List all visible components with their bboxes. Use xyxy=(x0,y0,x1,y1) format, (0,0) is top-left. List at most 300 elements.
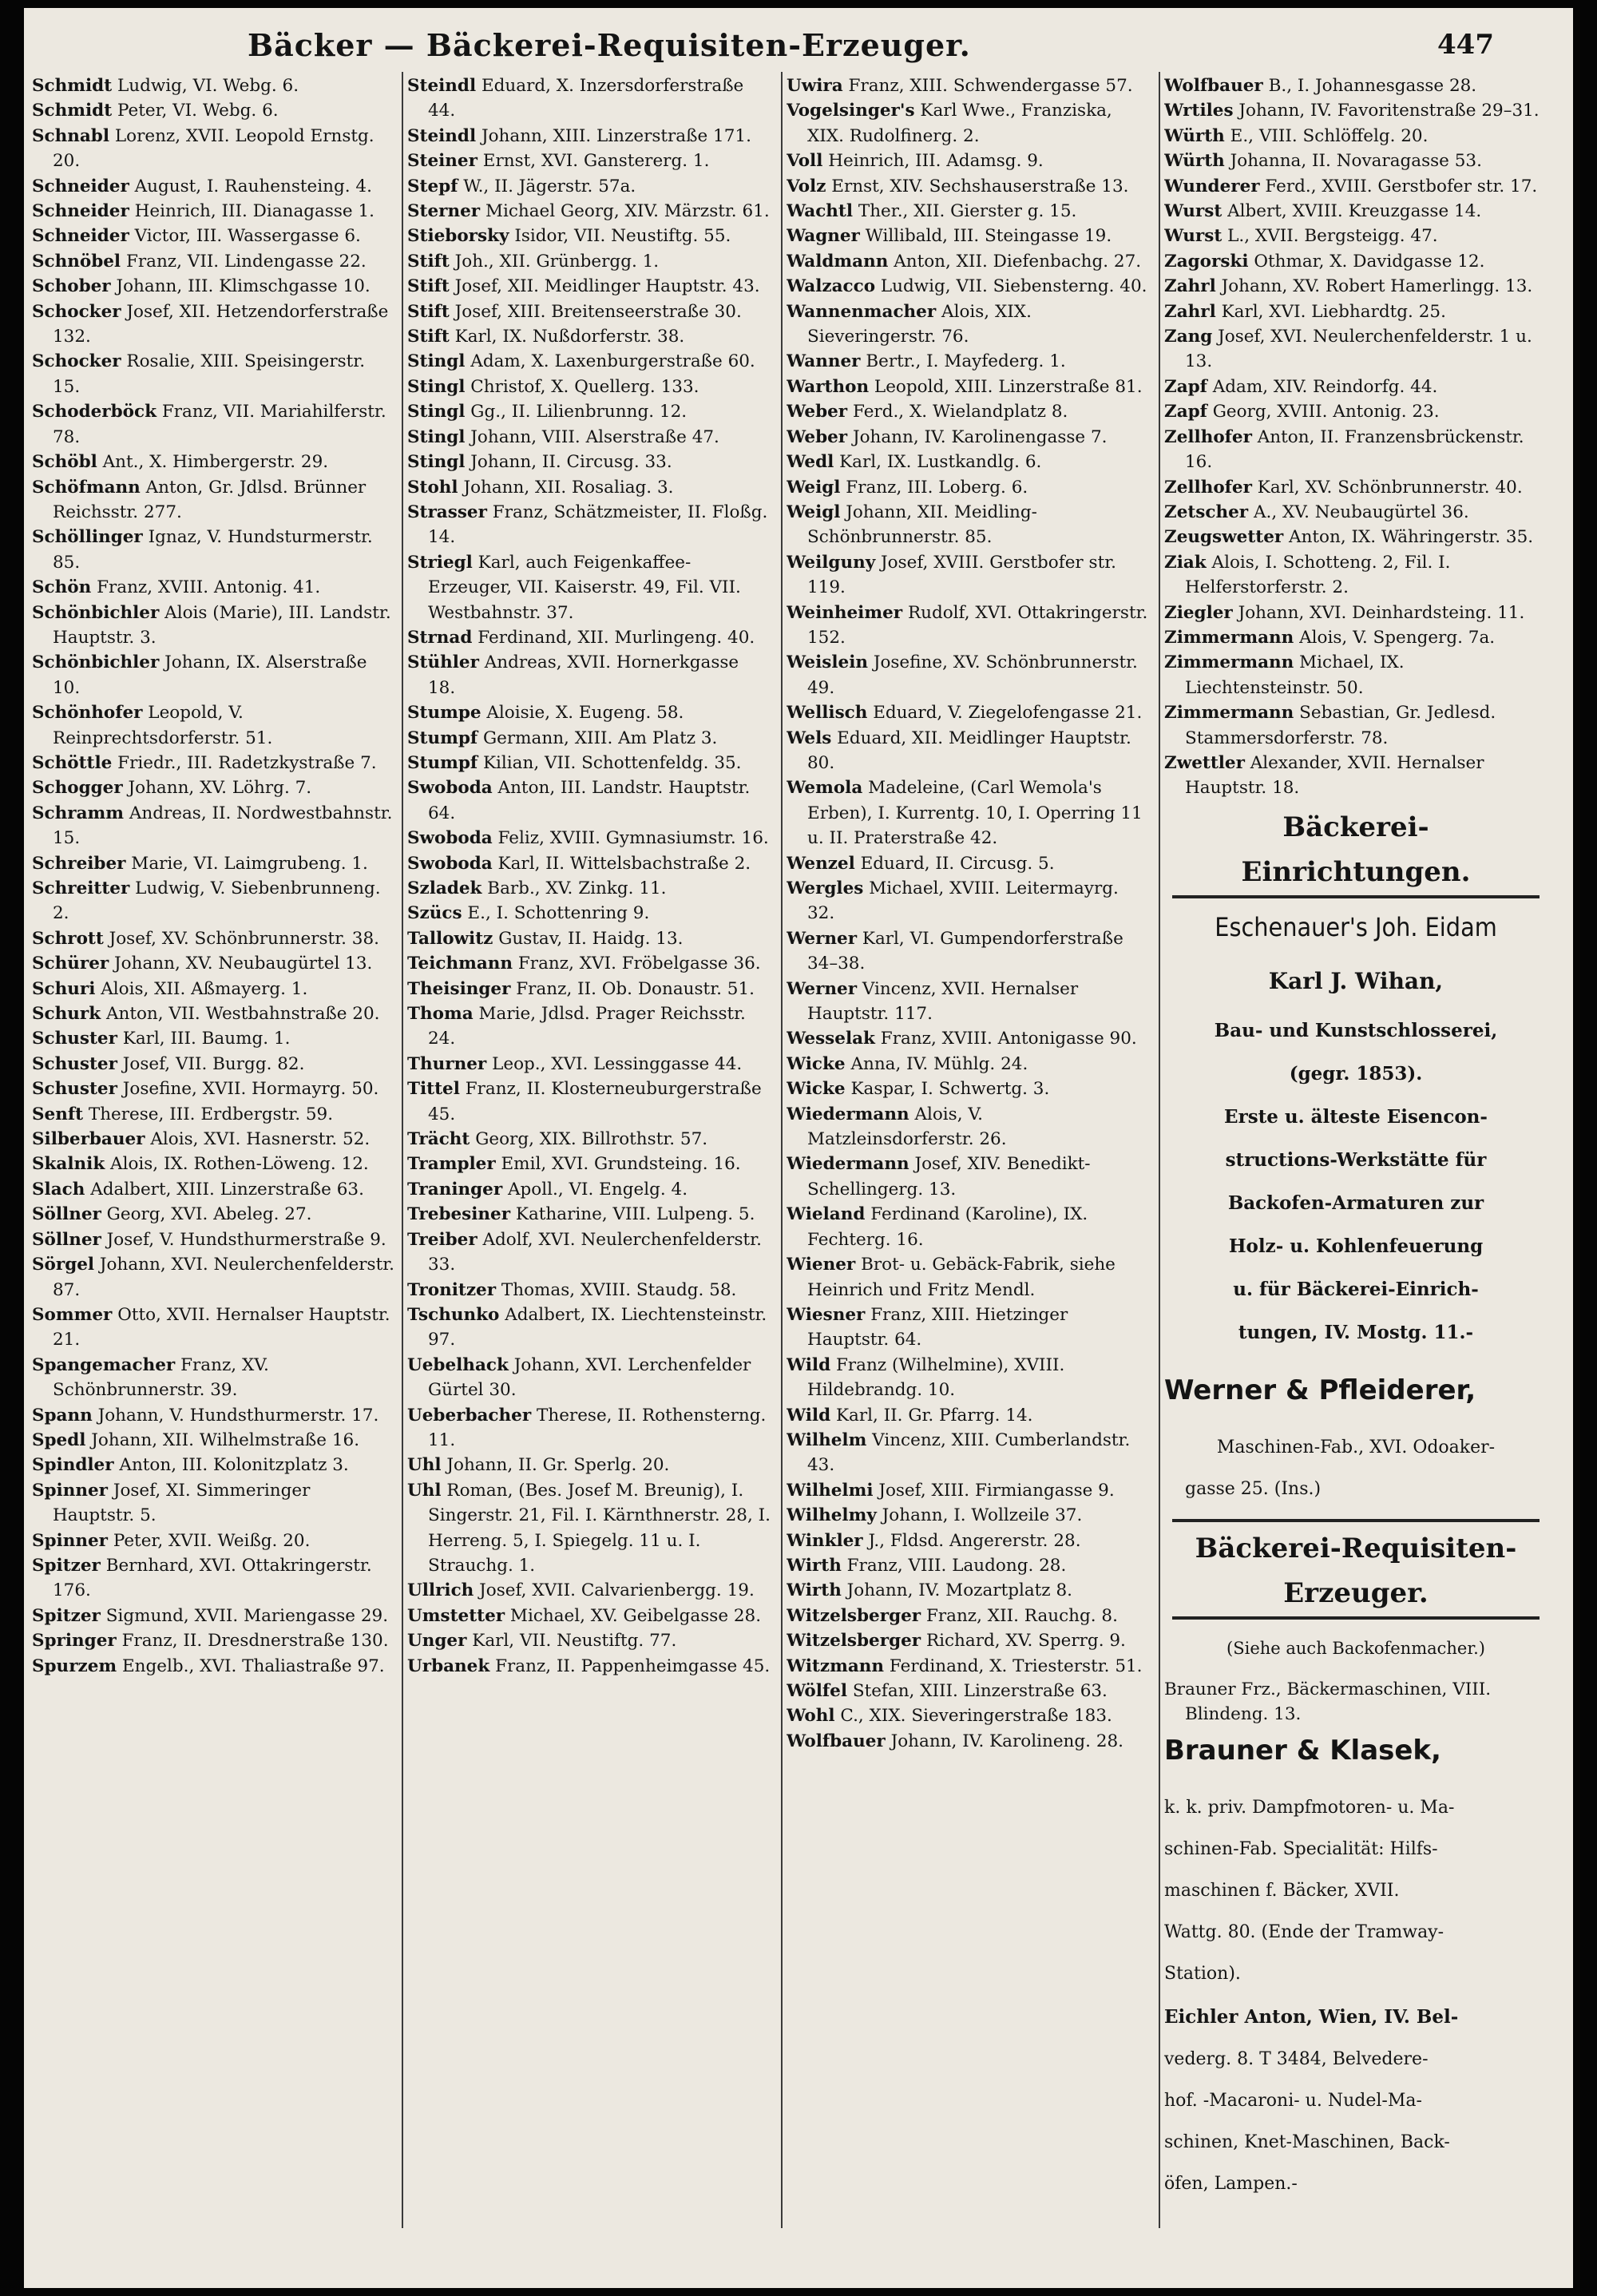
list-item xyxy=(787,1628,1150,1653)
list-item xyxy=(1164,425,1547,475)
entry-details: Michael Georg, XIV. Märzstr. 61. xyxy=(480,201,770,222)
entry-details: Franz, III. Loberg. 6. xyxy=(840,477,1028,498)
entry-details: Karl, auch Feigenkaffee-Erzeuger, VII. Kaiserstr. 49, Fil. VII. Westbahnstr. 37. xyxy=(428,552,741,623)
list-item xyxy=(32,1553,395,1604)
entry-surname: Zimmermann xyxy=(1164,703,1294,724)
list-item xyxy=(1164,475,1547,500)
list-item xyxy=(32,1303,395,1353)
advert-line: Maschinen-Fab., XVI. Odoaker- xyxy=(1216,1437,1496,1457)
list-item xyxy=(787,1503,1150,1528)
entry-details: Franz (Wilhelmine), XVIII. Hildebrandg. 10. xyxy=(807,1354,1065,1401)
entry-details: Vincenz, XVII. Hernalser Hauptstr. 117. xyxy=(807,978,1079,1025)
entry-surname: Weigl xyxy=(787,477,841,498)
advert-line: (gegr. 1853). xyxy=(1289,1062,1423,1085)
entry-surname: Würth xyxy=(1164,151,1225,172)
entry-surname: Swoboda xyxy=(407,853,493,874)
entry-surname: Wesselak xyxy=(787,1029,875,1049)
list-item xyxy=(787,1529,1150,1553)
list-item xyxy=(32,951,395,976)
directory-page xyxy=(24,8,1573,2288)
list-item xyxy=(32,274,395,299)
list-item xyxy=(32,1353,395,1403)
entry-surname: Wild xyxy=(787,1405,831,1426)
entry-details: Marie, VI. Laimgrubeng. 1. xyxy=(125,853,368,874)
entry-surname: Wachtl xyxy=(787,201,854,222)
entry-surname: Strasser xyxy=(407,502,487,522)
list-item xyxy=(407,399,771,424)
list-item xyxy=(1164,124,1547,149)
list-item xyxy=(787,1026,1150,1051)
advert-line: Erste u. älteste Eisencon- xyxy=(1224,1105,1488,1128)
entry-surname: Schöbl xyxy=(32,452,97,473)
entry-surname: Stift xyxy=(407,276,450,297)
entry-details: Ferd., XVIII. Gerstbofer str. 17. xyxy=(1259,176,1538,196)
entry-details: Kilian, VII. Schottenfeldg. 35. xyxy=(478,752,742,773)
entry-surname: Schneider xyxy=(32,226,129,247)
entry-surname: Umstetter xyxy=(407,1605,505,1626)
entry-details: B., I. Johannesgasse 28. xyxy=(1262,76,1477,96)
entry-details: Johann, V. Hundsthurmerstr. 17. xyxy=(92,1405,379,1426)
entry-details: Johann, II. Circusg. 33. xyxy=(465,452,672,473)
entry-details: Barb., XV. Zinkg. 11. xyxy=(481,878,667,898)
entry-surname: Weislein xyxy=(787,652,868,673)
entry-details: Adam, X. Laxenburgerstraße 60. xyxy=(465,351,755,372)
entry-surname: Waldmann xyxy=(787,251,889,272)
entry-surname: Spinner xyxy=(32,1480,108,1501)
entry-surname: Stumpe xyxy=(407,703,481,724)
entry-surname: Volz xyxy=(787,176,826,196)
entry-details: Michael, XVIII. Leitermayrg. 32. xyxy=(807,878,1119,924)
entry-surname: Tittel xyxy=(407,1079,460,1100)
list-item xyxy=(407,1152,771,1176)
entry-details: Adam, XIV. Reindorfg. 44. xyxy=(1207,376,1438,397)
list-item xyxy=(407,1578,771,1603)
entry-details: Karl, IX. Nußdorferstr. 38. xyxy=(449,327,685,347)
list-item xyxy=(787,1428,1150,1478)
entry-details: Johann, XII. Meidling-Schönbrunnerstr. 85. xyxy=(807,502,1037,548)
entry-surname: Wiesner xyxy=(787,1304,866,1325)
list-item xyxy=(32,601,395,651)
list-item xyxy=(32,199,395,224)
entry-details: Ant., X. Himbergerstr. 29. xyxy=(97,452,329,473)
entry-surname: Wolfbauer xyxy=(1164,76,1263,96)
list-item xyxy=(407,751,771,775)
entry-surname: Zahrl xyxy=(1164,301,1216,322)
list-item xyxy=(787,1152,1150,1202)
divider xyxy=(1172,1616,1540,1620)
entry-surname: Stumpf xyxy=(407,752,478,773)
list-item xyxy=(407,550,771,625)
entry-details: Apoll., VI. Engelg. 4. xyxy=(502,1179,688,1200)
list-item xyxy=(1164,73,1547,98)
list-item xyxy=(407,249,771,274)
entry-details: Feliz, XVIII. Gymnasiumstr. 16. xyxy=(492,828,769,849)
list-item xyxy=(1164,98,1547,123)
entry-surname: Witzelsberger xyxy=(787,1605,921,1626)
advert-werner-pfleiderer: Werner & Pfleiderer, xyxy=(1164,1374,1476,1406)
entry-details: Eduard, V. Ziegelofengasse 21. xyxy=(867,703,1143,724)
entry-surname: Schönbichler xyxy=(32,602,160,623)
list-item xyxy=(407,1052,771,1077)
list-item xyxy=(787,1303,1150,1353)
list-item xyxy=(1164,274,1547,299)
entry-surname: Schöttle xyxy=(32,752,113,773)
list-item xyxy=(407,1604,771,1628)
entry-surname: Urbanek xyxy=(407,1656,490,1676)
entry-details: Johann, IV. Mozartplatz 8. xyxy=(841,1580,1072,1601)
list-item xyxy=(787,475,1150,500)
list-item xyxy=(787,98,1150,149)
list-item xyxy=(787,1353,1150,1403)
entry-details: Victor, III. Wassergasse 6. xyxy=(129,226,361,247)
entry-surname: Wild xyxy=(787,1354,831,1375)
entry-surname: Zwettler xyxy=(1164,752,1245,773)
entry-surname: Steindl xyxy=(407,76,477,96)
entry-details: Johanna, II. Novaragasse 53. xyxy=(1224,151,1482,172)
entry-details: Sebastian, Gr. Jedlesd. Stammersdorferstr. 78. xyxy=(1185,703,1496,748)
entry-surname: Steindl xyxy=(407,125,477,146)
section-heading: Bäckerei- xyxy=(1282,811,1429,843)
entry-details: Joh., XII. Grünbergg. 1. xyxy=(449,251,660,272)
entry-surname: Theisinger xyxy=(407,978,511,999)
entry-details: Anton, VII. Westbahnstraße 20. xyxy=(101,1004,380,1025)
advert-line: k. k. priv. Dampfmotoren- u. Ma- xyxy=(1164,1797,1455,1818)
advert-line: Station). xyxy=(1164,1963,1241,1984)
list-item xyxy=(32,876,395,926)
entry-details: Brot- u. Gebäck-Fabrik, siehe Heinrich und Fritz Mendl. xyxy=(807,1255,1116,1300)
entry-surname: Trebesiner xyxy=(407,1204,511,1225)
entry-details: Alois, XVI. Hasnerstr. 52. xyxy=(145,1129,371,1150)
list-item xyxy=(1164,224,1547,248)
entry-surname: Schuster xyxy=(32,1053,117,1074)
entry-surname: Zellhofer xyxy=(1164,426,1252,447)
list-item xyxy=(32,1628,395,1653)
entry-details: Stefan, XIII. Linzerstraße 63. xyxy=(847,1681,1108,1701)
list-item xyxy=(32,1227,395,1252)
entry-surname: Szücs xyxy=(407,903,462,924)
entry-surname: Schönhofer xyxy=(32,703,143,724)
list-item xyxy=(1164,550,1547,601)
list-item xyxy=(32,450,395,474)
entry-surname: Wellisch xyxy=(787,703,868,724)
entry-surname: Wergles xyxy=(787,878,864,898)
entry-details: Rudolf, XVI. Ottakringerstr. 152. xyxy=(807,602,1148,648)
list-item xyxy=(407,124,771,149)
list-item xyxy=(32,174,395,199)
entry-details: Leop., XVI. Lessinggasse 44. xyxy=(486,1053,743,1074)
entry-surname: Werner xyxy=(787,978,858,999)
entry-details: Franz, XIII. Schwendergasse 57. xyxy=(842,76,1133,96)
list-item xyxy=(407,977,771,1001)
list-item xyxy=(407,475,771,500)
list-item xyxy=(787,425,1150,450)
entry-details: Friedr., III. Radetzkystraße 7. xyxy=(112,752,377,773)
list-item xyxy=(407,450,771,474)
entry-details: Eduard, X. Inzersdorferstraße 44. xyxy=(428,76,744,121)
entry-surname: Söllner xyxy=(32,1229,101,1250)
list-item xyxy=(32,926,395,951)
entry-surname: Winkler xyxy=(787,1530,863,1551)
entry-surname: Wilhelm xyxy=(787,1430,867,1450)
entry-surname: Schnöbel xyxy=(32,251,121,272)
entry-details: Karl, VII. Neustiftg. 77. xyxy=(466,1631,677,1652)
entry-details: Adalbert, IX. Liechtensteinstr. 97. xyxy=(428,1304,767,1350)
entry-surname: Schöllinger xyxy=(32,527,143,548)
column-2 xyxy=(407,73,771,1679)
entry-surname: Schmidt xyxy=(32,76,113,96)
entry-surname: Schrott xyxy=(32,928,104,949)
list-item xyxy=(407,324,771,349)
entry-surname: Schogger xyxy=(32,778,123,799)
list-item xyxy=(787,550,1150,601)
entry-surname: Wiedermann xyxy=(787,1154,909,1175)
entry-surname: Schürer xyxy=(32,954,109,974)
entry-surname: Tschunko xyxy=(407,1304,500,1325)
column-3 xyxy=(787,73,1150,1754)
list-item xyxy=(787,1102,1150,1152)
list-item xyxy=(407,349,771,374)
list-item xyxy=(407,1001,771,1052)
entry-surname: Stingl xyxy=(407,376,466,397)
entry-details: Andreas, II. Nordwestbahnstr. 15. xyxy=(53,803,393,849)
entry-surname: Striegl xyxy=(407,552,473,573)
entry-surname: Stift xyxy=(407,301,450,322)
list-item xyxy=(1164,525,1547,549)
entry-surname: Schneider xyxy=(32,201,129,222)
entry-surname: Sterner xyxy=(407,201,481,222)
entry-surname: Trächt xyxy=(407,1129,470,1150)
entry-details: Karl, II. Wittelsbachstraße 2. xyxy=(492,853,751,874)
entry-surname: Thurner xyxy=(407,1053,487,1074)
entry-surname: Wilhelmi xyxy=(787,1480,874,1501)
entry-surname: Spedl xyxy=(32,1430,86,1450)
list-item xyxy=(32,801,395,851)
entry-surname: Zellhofer xyxy=(1164,477,1252,498)
entry-surname: Schneider xyxy=(32,176,129,196)
entry-surname: Zapf xyxy=(1164,376,1207,397)
list-item xyxy=(32,775,395,800)
column-4 xyxy=(1164,73,1547,2214)
list-item xyxy=(32,249,395,274)
entry-details: Josef, XVI. Neulerchenfelderstr. 1 u. 13. xyxy=(1185,327,1532,372)
entry-surname: Skalnik xyxy=(32,1154,105,1175)
entry-surname: Schnabl xyxy=(32,125,110,146)
entry-surname: Schuster xyxy=(32,1029,117,1049)
entry-surname: Swoboda xyxy=(407,778,493,799)
entry-details: Franz, VIII. Laudong. 28. xyxy=(841,1555,1067,1576)
entry-details: Franz, VII. Lindengasse 22. xyxy=(121,251,367,272)
entry-details: Alois, IX. Rothen-Löweng. 12. xyxy=(105,1154,369,1175)
divider xyxy=(1172,1519,1540,1522)
list-item xyxy=(787,1478,1150,1503)
entry-details: Josefine, XV. Schönbrunnerstr. 49. xyxy=(807,652,1138,698)
entry-surname: Wicke xyxy=(787,1079,846,1100)
list-item xyxy=(32,1428,395,1453)
entry-details: Franz, II. Klosterneuburgerstraße 45. xyxy=(428,1079,762,1124)
list-item xyxy=(32,1001,395,1026)
list-item xyxy=(1164,625,1547,650)
entry-details: Eduard, XII. Meidlinger Hauptstr. 80. xyxy=(807,728,1131,773)
entry-surname: Stingl xyxy=(407,452,466,473)
entry-details: Franz, XII. Rauchg. 8. xyxy=(921,1605,1118,1626)
list-item xyxy=(787,1703,1150,1728)
list-item xyxy=(787,876,1150,926)
entry-surname: Wiener xyxy=(787,1255,856,1275)
list-item xyxy=(407,1478,771,1579)
page-header xyxy=(24,22,1573,70)
entry-details: Josef, VII. Burgg. 82. xyxy=(117,1053,305,1074)
entry-details: Rosalie, XIII. Speisingerstr. 15. xyxy=(53,351,366,397)
entry-surname: Zapf xyxy=(1164,402,1207,422)
entry-details: Ferdinand (Karoline), IX. Fechterg. 16. xyxy=(807,1204,1088,1250)
entry-details: Anton, Gr. Jdlsd. Brünner Reichsstr. 277. xyxy=(53,477,367,522)
list-item xyxy=(1164,700,1547,751)
list-item xyxy=(407,1077,771,1127)
entry-details: Bernhard, XVI. Ottakringerstr. 176. xyxy=(53,1555,372,1601)
list-item xyxy=(1164,751,1547,801)
list-item xyxy=(787,1729,1150,1754)
entry-surname: Stepf xyxy=(407,176,458,196)
entry-details: Karl Wwe., Franziska, XIX. Rudolfinerg. 2. xyxy=(807,101,1112,146)
entry-details: Bertr., I. Mayfederg. 1. xyxy=(860,351,1066,372)
entry-surname: Uhl xyxy=(407,1455,442,1476)
entry-details: Josef, XVII. Calvarienbergg. 19. xyxy=(474,1580,755,1601)
entry-surname: Schuster xyxy=(32,1079,117,1100)
column-1 xyxy=(32,73,395,1679)
entry-details: Josef, XIII. Firmiangasse 9. xyxy=(873,1480,1115,1501)
list-item xyxy=(32,1252,395,1303)
list-item xyxy=(787,224,1150,248)
entry-details: Leopold, V. Reinprechtsdorferstr. 51. xyxy=(53,703,273,748)
entry-details: Johann, I. Wollzeile 37. xyxy=(876,1505,1083,1526)
list-item xyxy=(1164,399,1547,424)
advert-line: gasse 25. (Ins.) xyxy=(1185,1478,1322,1499)
entry-surname: Uebelhack xyxy=(407,1354,509,1375)
entry-details: W., II. Jägerstr. 57a. xyxy=(458,176,636,196)
entry-details: Gg., II. Lilienbrunng. 12. xyxy=(465,402,688,422)
entry-surname: Schramm xyxy=(32,803,125,823)
entry-details: Karl, II. Gr. Pfarrg. 14. xyxy=(830,1405,1033,1426)
entry-details: Johann, XII. Rosaliag. 3. xyxy=(458,477,674,498)
list-item xyxy=(787,1052,1150,1077)
advert-brauner-klasek: Brauner & Klasek, xyxy=(1164,1734,1441,1767)
column-4-tail xyxy=(1164,1677,1547,2196)
list-item xyxy=(787,726,1150,776)
entry-details: Franz, II. Ob. Donaustr. 51. xyxy=(510,978,755,999)
entry-surname: Treiber xyxy=(407,1229,478,1250)
entry-details: Vincenz, XIII. Cumberlandstr. 43. xyxy=(807,1430,1131,1476)
entry-details: Richard, XV. Sperrg. 9. xyxy=(921,1631,1126,1652)
entry-details: Karl, VI. Gumpendorferstraße 34–38. xyxy=(807,928,1123,974)
entry-surname: Szladek xyxy=(407,878,482,898)
list-item xyxy=(407,224,771,248)
entry-surname: Ueberbacher xyxy=(407,1405,532,1426)
entry-surname: Schreiber xyxy=(32,853,126,874)
entry-details: Johann, XV. Löhrg. 7. xyxy=(122,778,312,799)
entry-details: Anton, III. Landstr. Hauptstr. 64. xyxy=(428,778,751,823)
entry-details: Johann, XIII. Linzerstraße 171. xyxy=(476,125,751,146)
entry-surname: Unger xyxy=(407,1631,467,1652)
entry-surname: Wels xyxy=(787,728,832,748)
entry-details: Marie, Jdlsd. Prager Reichsstr. 24. xyxy=(428,1004,746,1049)
entry-details: E., VIII. Schlöffelg. 20. xyxy=(1224,125,1429,146)
list-item xyxy=(787,1578,1150,1603)
entry-details: Roman, (Bes. Josef M. Breunig), I. Singerstr. 21, Fil. I. Kärnthnerstr. 28, I. Herreng. 5, I. Spiegelg. 11 u. I. Strauchg. 1. xyxy=(428,1480,771,1576)
section-heading: Einrichtungen. xyxy=(1241,855,1471,888)
entry-details: Johann, III. Klimschgasse 10. xyxy=(110,276,371,297)
entry-details: Alois, I. Schotteng. 2, Fil. I. Helferstorferstr. 2. xyxy=(1185,552,1451,598)
entry-surname: Springer xyxy=(32,1631,117,1652)
entry-details: Anton, II. Franzensbrückenstr. 16. xyxy=(1185,426,1524,473)
list-item xyxy=(32,650,395,700)
entry-surname: Stingl xyxy=(407,351,466,372)
list-item xyxy=(32,1202,395,1227)
entry-surname: Schocker xyxy=(32,301,121,322)
list-item xyxy=(32,525,395,575)
entry-details: Johann, XVI. Deinhardsteing. 11. xyxy=(1232,602,1525,623)
entry-details: Johann, XV. Neubaugürtel 13. xyxy=(109,954,373,974)
section-note: (Siehe auch Backofenmacher.) xyxy=(1226,1638,1485,1658)
list-item xyxy=(1164,299,1547,324)
list-item xyxy=(787,1679,1150,1703)
entry-details: Anton, III. Kolonitzplatz 3. xyxy=(113,1455,349,1476)
list-item xyxy=(32,1177,395,1202)
list-item xyxy=(1164,601,1547,625)
list-item xyxy=(407,901,771,926)
advert-line: vederg. 8. T 3484, Belvedere- xyxy=(1164,2048,1429,2069)
entry-details: Georg, XIX. Billrothstr. 57. xyxy=(470,1129,708,1150)
entry-surname: Stift xyxy=(407,251,450,272)
list-item xyxy=(787,1202,1150,1252)
entry-surname: Spangemacher xyxy=(32,1354,176,1375)
list-item xyxy=(407,951,771,976)
entry-details: Alois, V. Spengerg. 7a. xyxy=(1294,627,1496,648)
entry-details: Johann, XV. Robert Hamerlingg. 13. xyxy=(1215,276,1533,297)
list-item xyxy=(32,751,395,775)
entry-surname: Wurst xyxy=(1164,226,1223,247)
list-item xyxy=(407,851,771,876)
entry-surname: Silberbauer xyxy=(32,1129,145,1150)
entry-surname: Trampler xyxy=(407,1154,496,1175)
advert-wihan-name: Karl J. Wihan, xyxy=(1268,967,1444,994)
entry-details: Otto, XVII. Hernalser Hauptstr. 21. xyxy=(53,1304,390,1350)
entry-details: Katharine, VIII. Lulpeng. 5. xyxy=(510,1204,755,1225)
list-item xyxy=(32,575,395,600)
list-item xyxy=(32,700,395,751)
entry-surname: Wurst xyxy=(1164,201,1223,222)
entry-details: Karl, XV. Schönbrunnerstr. 40. xyxy=(1251,477,1523,498)
list-item xyxy=(407,425,771,450)
entry-details: Anton, IX. Währingerstr. 35. xyxy=(1283,527,1534,548)
entry-surname: Zang xyxy=(1164,327,1213,347)
entry-details: Josef, XII. Hetzendorferstraße 132. xyxy=(53,301,389,347)
list-item xyxy=(1164,324,1547,375)
list-item xyxy=(787,851,1150,876)
entry-surname: Uhl xyxy=(407,1480,442,1501)
entry-surname: Zimmermann xyxy=(1164,652,1294,673)
list-item xyxy=(787,450,1150,474)
list-item xyxy=(407,174,771,199)
entry-surname: Weinheimer xyxy=(787,602,903,623)
advert-eichler: Eichler Anton, Wien, IV. Bel- xyxy=(1164,2005,1459,2028)
column-divider xyxy=(781,72,783,2228)
list-item xyxy=(32,124,395,174)
entry-surname: Wunderer xyxy=(1164,176,1260,196)
entry-surname: Wenzel xyxy=(787,853,855,874)
entry-details: Alois, V. Matzleinsdorferstr. 26. xyxy=(807,1104,1007,1150)
entry-surname: Sommer xyxy=(32,1304,113,1325)
entry-surname: Wagner xyxy=(787,226,860,247)
